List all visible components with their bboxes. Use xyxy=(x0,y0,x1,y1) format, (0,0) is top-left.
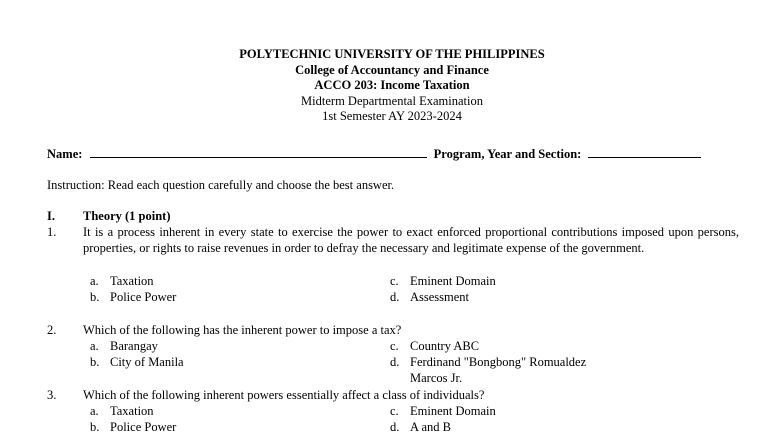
question-number: 3. xyxy=(47,388,57,402)
semester-label: 1st Semester AY 2023-2024 xyxy=(322,109,462,124)
option-2c[interactable]: c. Country ABC xyxy=(390,339,480,353)
course-title: ACCO 203: Income Taxation xyxy=(314,78,470,93)
section-title: Theory (1 point) xyxy=(83,209,171,223)
question-3 xyxy=(47,388,739,404)
option-2a[interactable]: a. Barangay xyxy=(90,339,158,353)
instruction-text: Instruction: Read each question carefully and choose the best answer. xyxy=(47,178,395,192)
option-2d-continuation: Marcos Jr. xyxy=(410,371,463,385)
option-1b[interactable]: b. Police Power xyxy=(90,290,177,304)
section-number: I. xyxy=(47,209,55,223)
option-2d[interactable]: d. Ferdinand "Bongbong" Romualdez xyxy=(390,355,587,369)
option-1d[interactable]: d. Assessment xyxy=(390,290,470,304)
question-text: Which of the following has the inherent power to impose a tax? xyxy=(83,323,402,337)
university-name: POLYTECHNIC UNIVERSITY OF THE PHILIPPINES xyxy=(239,47,545,61)
program-label: Program, Year and Section: xyxy=(433,147,582,161)
name-label: Name: xyxy=(47,147,83,161)
name-blank[interactable] xyxy=(90,145,427,158)
option-3c[interactable]: c. Eminent Domain xyxy=(390,404,496,418)
college-name: College of Accountancy and Finance xyxy=(295,62,489,77)
exam-header xyxy=(0,47,784,125)
question-1 xyxy=(47,225,739,256)
student-info-line xyxy=(47,145,701,162)
question-number: 2. xyxy=(47,323,57,337)
option-3d[interactable]: d. A and B xyxy=(390,420,451,434)
question-text: Which of the following inherent powers essentially affect a class of individuals? xyxy=(83,388,485,402)
exam-title: Midterm Departmental Examination xyxy=(301,93,483,108)
option-1c[interactable]: c. Eminent Domain xyxy=(390,274,496,288)
question-text: It is a process inherent in every state to exercise the power to exact enforced proportional contributions imposed upon persons, properties, or rights to raise revenues in order to defray the necessary and legitimate expense of the government. xyxy=(83,225,739,255)
option-1a[interactable]: a. Taxation xyxy=(90,274,154,288)
question-number: 1. xyxy=(47,225,57,239)
option-3a[interactable]: a. Taxation xyxy=(90,404,154,418)
section-heading xyxy=(47,209,171,224)
program-blank[interactable] xyxy=(588,145,701,158)
option-2b[interactable]: b. City of Manila xyxy=(90,355,184,369)
question-2 xyxy=(47,323,739,339)
option-3b[interactable]: b. Police Power xyxy=(90,420,177,434)
